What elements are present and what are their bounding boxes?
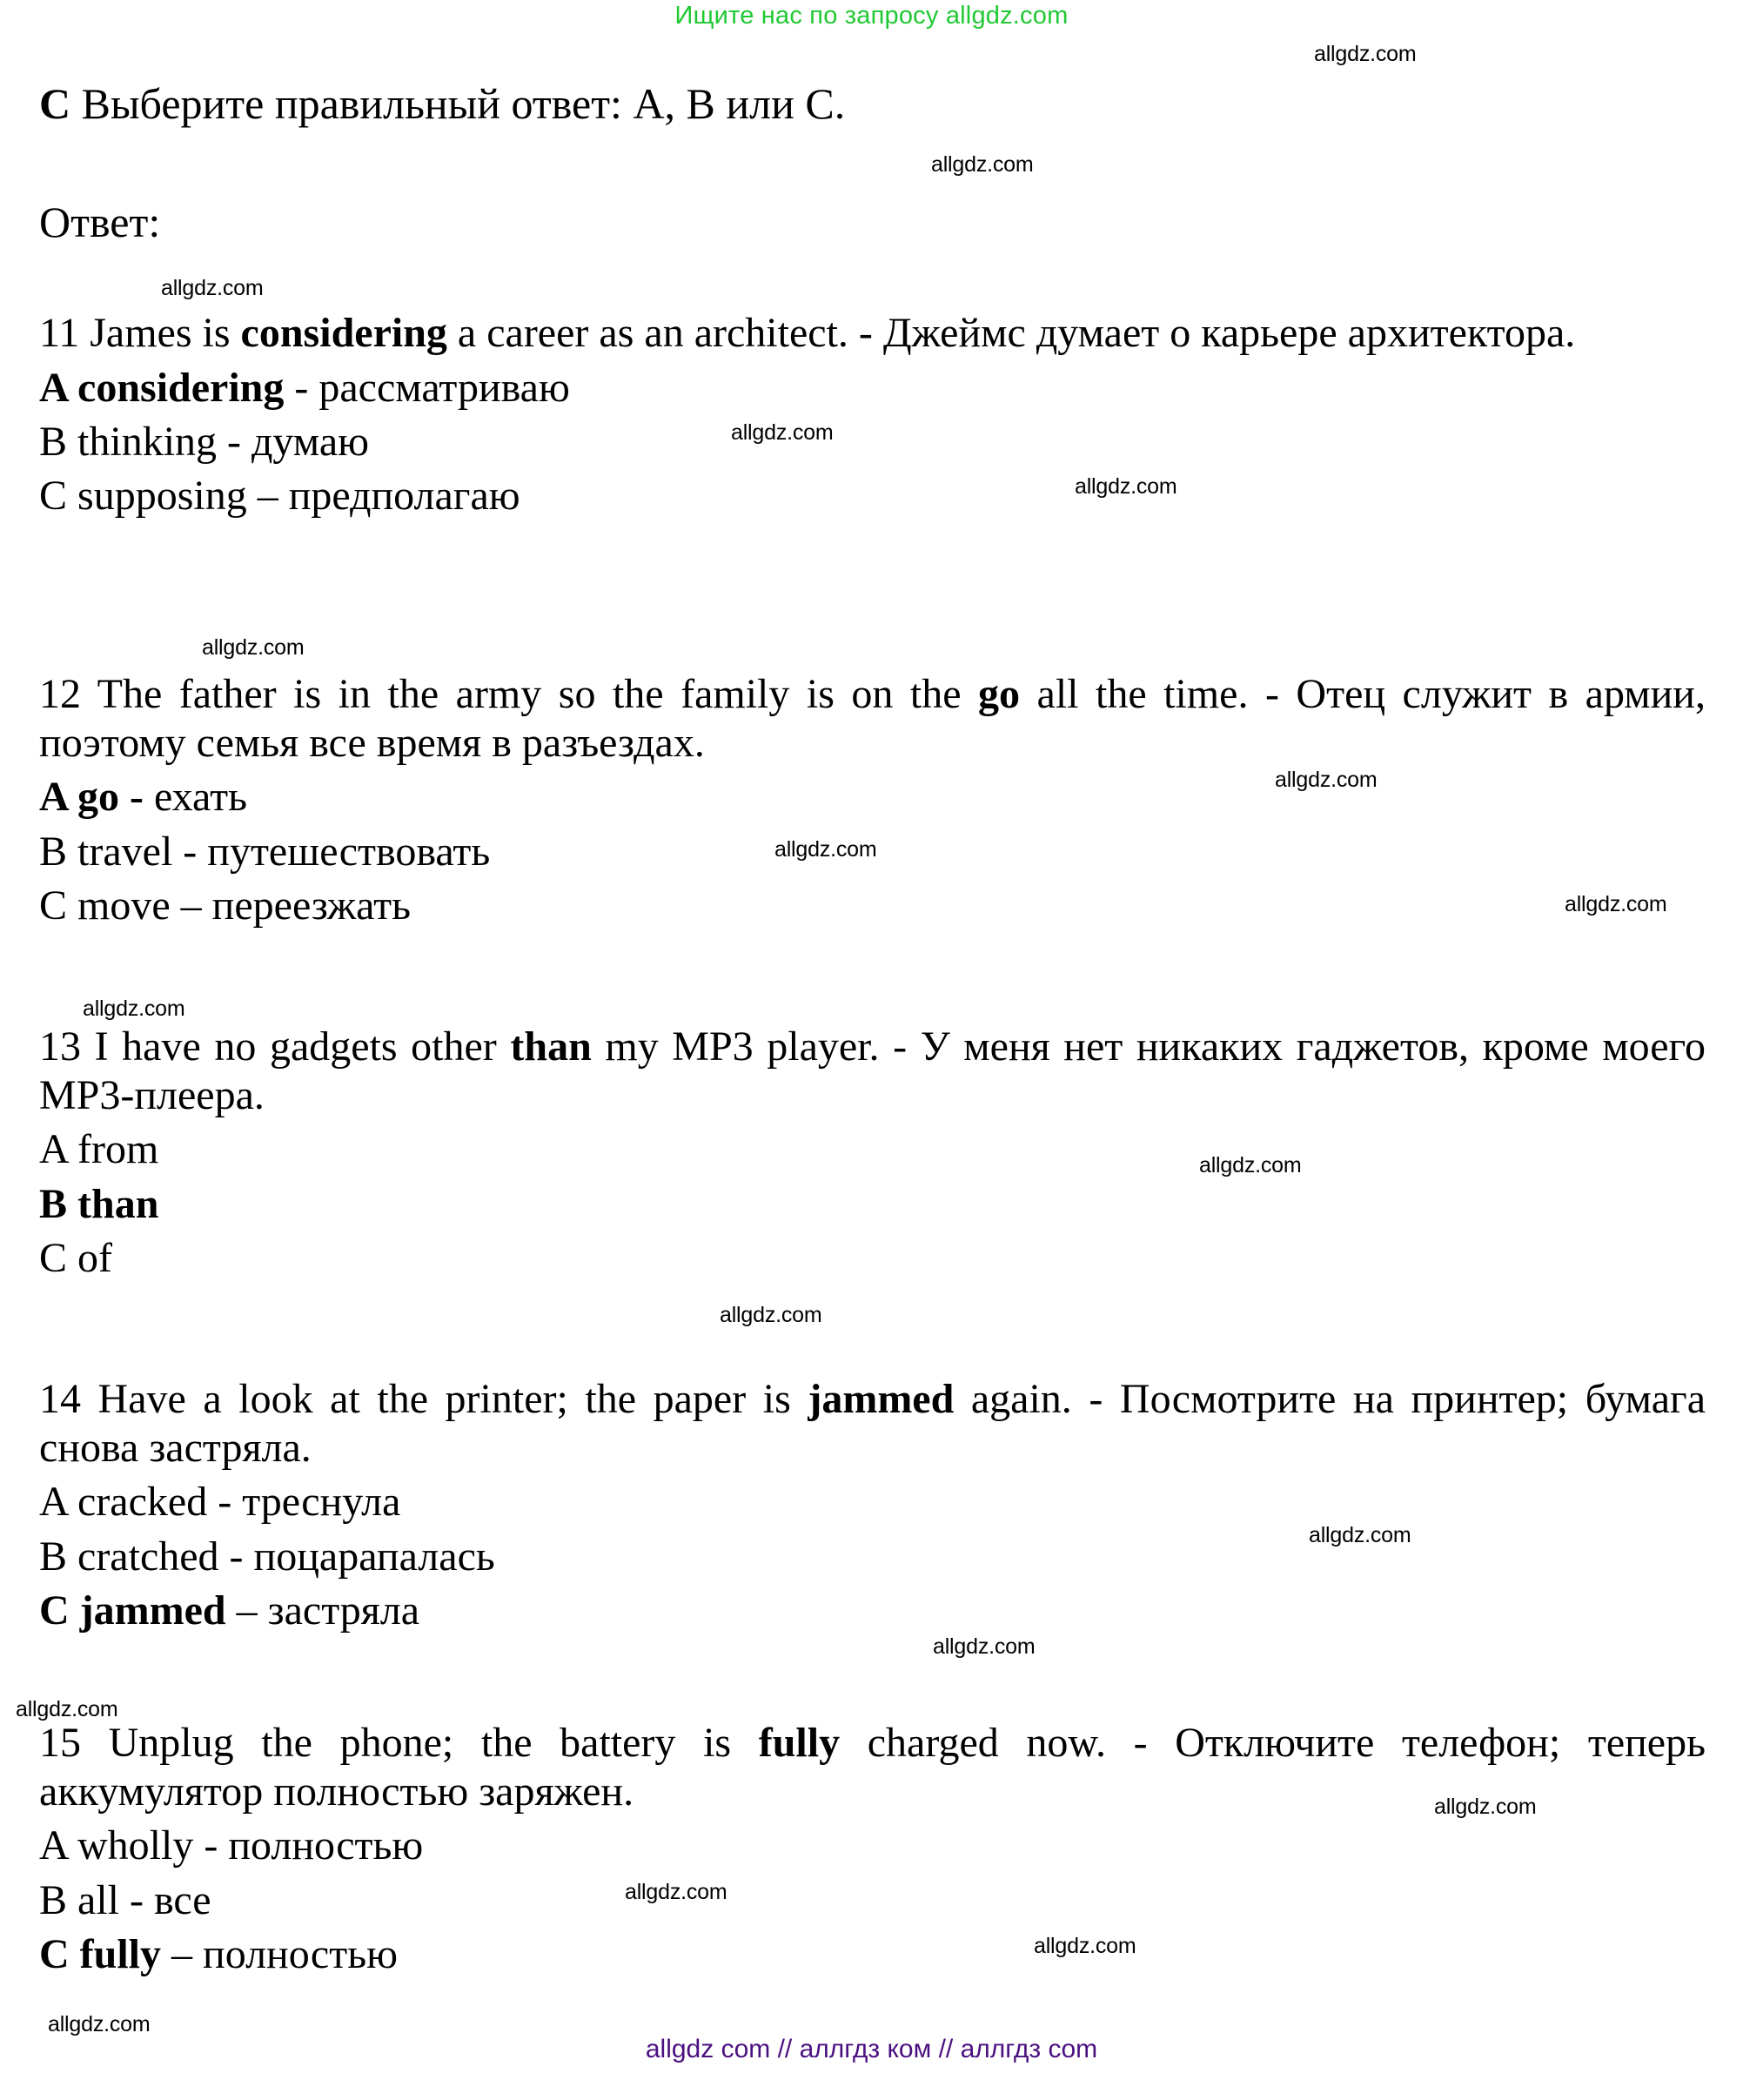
- question-keyword: considering: [240, 310, 447, 356]
- answer-option[interactable]: [39, 361, 1706, 415]
- watermark: allgdz.com: [16, 1697, 118, 1721]
- answer-option-correct: B than: [39, 1180, 159, 1227]
- question-sentence-post: a career as an architect. - Джеймс думает о карьере архитектора.: [446, 310, 1576, 356]
- watermark: allgdz.com: [1275, 768, 1378, 792]
- watermark: allgdz.com: [1565, 892, 1667, 916]
- answer-option[interactable]: [39, 1584, 1706, 1638]
- answer-option-correct: C fully: [39, 1931, 162, 1978]
- question-block: [39, 309, 1706, 524]
- watermark: allgdz.com: [1199, 1153, 1302, 1177]
- question-block: [39, 1375, 1706, 1639]
- watermark: allgdz.com: [1309, 1523, 1411, 1547]
- watermark: allgdz.com: [731, 420, 834, 445]
- answer-option-text: B travel - путешествовать: [39, 828, 491, 875]
- answer-option[interactable]: [39, 1928, 1706, 1982]
- question-keyword: jammed: [808, 1376, 955, 1422]
- answer-option[interactable]: [39, 879, 1706, 933]
- question-block: [39, 1719, 1706, 1983]
- question-sentence: [39, 1023, 1706, 1119]
- watermark: allgdz.com: [933, 1634, 1036, 1659]
- answer-option-text: C move – переезжать: [39, 882, 412, 929]
- answer-option-correct: C jammed: [39, 1587, 226, 1634]
- answer-option-text: A from: [39, 1126, 159, 1173]
- answer-option[interactable]: [39, 770, 1706, 824]
- answer-option[interactable]: [39, 469, 1706, 523]
- answer-option[interactable]: [39, 415, 1706, 469]
- question-sentence-post: again. - Посмотрите на принтер; бумага снова застряла.: [39, 1376, 1706, 1471]
- question-sentence: [39, 1375, 1706, 1472]
- answer-option-text: C of: [39, 1235, 112, 1282]
- question-sentence: [39, 309, 1706, 358]
- watermark: allgdz.com: [1314, 42, 1417, 66]
- answer-option-text: B all - все: [39, 1876, 211, 1923]
- answer-option[interactable]: [39, 1475, 1706, 1529]
- watermark: allgdz.com: [931, 152, 1034, 177]
- footer-links: allgdz com // аллгдз ком // аллгдз com: [645, 2035, 1098, 2063]
- question-sentence-post: my MP3 player. - У меня нет никаких гаджетов, кроме моего MP3-плеера.: [39, 1023, 1706, 1118]
- watermark: allgdz.com: [48, 2012, 151, 2036]
- answer-option-text: A cracked - треснула: [39, 1479, 401, 1526]
- answer-option[interactable]: [39, 1177, 1706, 1231]
- question-sentence-pre: 11 James is: [39, 310, 241, 356]
- watermark: allgdz.com: [1034, 1934, 1136, 1958]
- answer-option-text: – застряла: [225, 1587, 420, 1634]
- promo-banner: Ищите нас по запросу allgdz.com: [674, 2, 1069, 30]
- question-keyword: go: [978, 671, 1021, 717]
- watermark: allgdz.com: [1434, 1795, 1537, 1819]
- question-block: [39, 670, 1706, 934]
- watermark: allgdz.com: [83, 996, 185, 1021]
- question-keyword: than: [510, 1023, 592, 1070]
- question-sentence-pre: 15 Unplug the phone; the battery is: [39, 1720, 759, 1766]
- watermark: allgdz.com: [720, 1303, 822, 1327]
- answer-option-text: – полностью: [161, 1931, 398, 1978]
- answer-option-correct: A considering: [39, 364, 285, 411]
- question-sentence-pre: 14 Have a look at the printer; the paper is: [39, 1376, 808, 1422]
- watermark: allgdz.com: [202, 635, 305, 660]
- section-heading-text: Выберите правильный ответ: А, В или С.: [70, 79, 846, 128]
- question-sentence-post: all the time. - Отец служит в армии, поэтому семья все время в разъездах.: [39, 671, 1706, 766]
- watermark: allgdz.com: [1075, 474, 1177, 499]
- question-sentence-pre: 12 The father is in the army so the family is on the: [39, 671, 979, 717]
- answer-option[interactable]: [39, 1231, 1706, 1285]
- answer-option-text: A wholly - полностью: [39, 1822, 424, 1869]
- watermark: allgdz.com: [161, 276, 264, 300]
- question-sentence-post: charged now. - Отключите телефон; теперь аккумулятор полностью заряжен.: [39, 1720, 1706, 1815]
- section-heading-marker: C: [39, 79, 71, 128]
- question-sentence: [39, 670, 1706, 767]
- answer-option-text: B cratched - поцарапалась: [39, 1533, 495, 1580]
- answer-option-text: - рассматриваю: [284, 364, 570, 411]
- answer-option[interactable]: [39, 1123, 1706, 1177]
- watermark: allgdz.com: [774, 837, 877, 862]
- watermark: allgdz.com: [625, 1880, 727, 1904]
- answer-option[interactable]: [39, 825, 1706, 879]
- question-keyword: fully: [758, 1720, 841, 1766]
- answer-option-correct: A go -: [39, 774, 144, 821]
- answer-option-text: ехать: [144, 774, 247, 821]
- section-heading: [39, 80, 845, 127]
- answer-label: Ответ:: [39, 198, 161, 246]
- answer-option[interactable]: [39, 1819, 1706, 1873]
- answer-option-text: B thinking - думаю: [39, 419, 370, 466]
- question-sentence: [39, 1719, 1706, 1815]
- question-sentence-pre: 13 I have no gadgets other: [39, 1023, 511, 1070]
- answer-option-text: C supposing – предполагаю: [39, 473, 520, 520]
- question-block: [39, 1023, 1706, 1286]
- answer-option[interactable]: [39, 1874, 1706, 1928]
- answer-option[interactable]: [39, 1530, 1706, 1584]
